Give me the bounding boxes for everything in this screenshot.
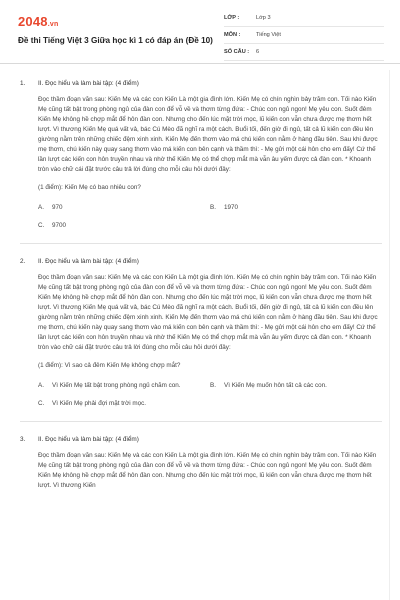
answer-option-a[interactable] [38, 381, 210, 391]
meta-row-subject [224, 27, 384, 44]
question-body [20, 95, 382, 244]
option-letter: C. [38, 400, 45, 407]
question-number: 2. [20, 257, 26, 265]
exam-meta [224, 10, 384, 61]
logo-tld: .vn [47, 21, 59, 28]
answer-option-c[interactable] [38, 221, 210, 231]
site-logo[interactable] [18, 14, 58, 29]
answer-option-b[interactable] [210, 203, 382, 213]
meta-row-grade [224, 10, 384, 27]
document-title: Đề thi Tiếng Việt 3 Giữa học kì 1 có đáp án (Đề 10) [18, 36, 213, 45]
reading-passage: Đọc thầm đoạn văn sau: Kiến Mẹ và các con Kiến Là một gia đình lớn. Kiến Mẹ có chín nghìn bảy trăm con. Tối nào Kiến Mẹ cũng tất bật trong phòng ngủ của đàn con để vỗ về và thơm từng đứa: - Chúc con ngủ ngon! Mẹ yêu con. Suốt đêm Kiến Mẹ không hề chợp mắt để hôn đàn con. Nhưng cho đến lúc mặt trời mọc, lũ kiến con vẫn chưa được mẹ thơm hết lượt. Vì thương Kiến [38, 452, 377, 489]
meta-value: 6 [256, 49, 260, 55]
question-heading: II. Đọc hiểu và làm bài tập: (4 điểm) [38, 435, 139, 443]
question-header [20, 256, 382, 266]
option-text: 970 [52, 204, 63, 211]
question-prompt: (1 điểm): Vì sao cả đêm Kiến Mẹ không chợp mắt? [38, 362, 181, 369]
meta-value: Tiếng Việt [256, 32, 281, 38]
question-number: 3. [20, 435, 26, 443]
answer-option-b[interactable] [210, 381, 382, 391]
reading-passage: Đọc thầm đoạn văn sau: Kiến Mẹ và các con Kiến Là một gia đình lớn. Kiến Mẹ có chín nghìn bảy trăm con. Tối nào Kiến Mẹ cũng tất bật trong phòng ngủ của đàn con để vỗ về và thơm từng đứa: - Chúc con ngủ ngon! Mẹ yêu con. Suốt đêm Kiến Mẹ không hề chợp mắt để hôn đàn con. Nhưng cho đến lúc mặt trời mọc, lũ kiến con vẫn chưa được mẹ thơm hết lượt. Vì thương Kiến Mẹ quá vất vả, bác Cú Mèo đã nghĩ ra một cách. Buổi tối, đến giờ đi ngủ, tất cả lũ kiến con đều lên giường nằm trên những chiếc đệm xinh xinh. Kiến Mẹ đến thơm vào má chú kiến con nằm ở hàng đầu tiên. Sau khi được mẹ thơm, chú kiến này quay sang thơm vào má kiến con bên cạnh và thầm thì: - Mẹ gửi một cái hôn cho em đấy! Cứ thế lần lượt các kiến con hôn truyền nhau và nhờ thế Kiến Mẹ có thể chợp mắt mà vẫn âu yếm được cả đàn con. * Khoanh tròn vào chữ cái đặt trước câu trả lời đúng cho mỗi câu hỏi dưới đây: [38, 96, 378, 173]
meta-label: LỚP : [224, 15, 240, 21]
option-letter: B. [210, 204, 216, 211]
question-header [20, 434, 382, 444]
question-body [20, 273, 382, 422]
meta-value: Lớp 3 [256, 15, 271, 21]
question-item [20, 434, 382, 491]
meta-row-question-count [224, 44, 384, 61]
question-divider [20, 243, 382, 244]
option-letter: A. [38, 204, 44, 211]
option-letter: B. [210, 382, 216, 389]
option-letter: C. [38, 222, 45, 229]
question-heading: II. Đọc hiểu và làm bài tập: (4 điểm) [38, 79, 139, 87]
meta-label: MÔN : [224, 32, 241, 38]
question-prompt: (1 điểm): Kiến Mẹ có bao nhiêu con? [38, 184, 141, 191]
meta-label: SỐ CÂU : [224, 49, 250, 55]
page-edge-divider [389, 70, 390, 600]
question-number: 1. [20, 79, 26, 87]
answer-options [38, 381, 382, 409]
answer-options [38, 203, 382, 231]
question-heading: II. Đọc hiểu và làm bài tập: (4 điểm) [38, 257, 139, 265]
question-item [20, 256, 382, 422]
answer-option-a[interactable] [38, 203, 210, 213]
option-text: 9700 [52, 222, 67, 229]
option-text: Vì Kiến Mẹ phải đợi mặt trời mọc. [52, 400, 146, 407]
option-text: 1970 [224, 204, 239, 211]
question-list [20, 78, 382, 491]
question-body [20, 451, 382, 491]
option-text: Vì Kiến Mẹ muốn hôn tất cả các con. [224, 382, 327, 389]
option-text: Vì Kiến Mẹ tất bật trong phòng ngủ chăm con. [52, 382, 181, 389]
option-letter: A. [38, 382, 44, 389]
question-header [20, 78, 382, 88]
question-item [20, 78, 382, 244]
page-header [0, 0, 400, 64]
reading-passage: Đọc thầm đoạn văn sau: Kiến Mẹ và các con Kiến Là một gia đình lớn. Kiến Mẹ có chín nghìn bảy trăm con. Tối nào Kiến Mẹ cũng tất bật trong phòng ngủ của đàn con để vỗ về và thơm từng đứa: - Chúc con ngủ ngon! Mẹ yêu con. Suốt đêm Kiến Mẹ không hề chợp mắt để hôn đàn con. Nhưng cho đến lúc mặt trời mọc, lũ kiến con vẫn chưa được mẹ thơm hết lượt. Vì thương Kiến Mẹ quá vất vả, bác Cú Mèo đã nghĩ ra một cách. Buổi tối, đến giờ đi ngủ, tất cả lũ kiến con đều lên giường nằm trên những chiếc đệm xinh xinh. Kiến Mẹ đến thơm vào má chú kiến con nằm ở hàng đầu tiên. Sau khi được mẹ thơm, chú kiến này quay sang thơm vào má kiến con bên cạnh và thầm thì: - Mẹ gửi một cái hôn cho em đấy! Cứ thế lần lượt các kiến con hôn truyền nhau và nhờ thế Kiến Mẹ có thể chợp mắt mà vẫn âu yếm được cả đàn con. * Khoanh tròn vào chữ cái đặt trước câu trả lời đúng cho mỗi câu hỏi dưới đây: [38, 274, 378, 351]
logo-text: 2048 [18, 14, 48, 29]
question-divider [20, 421, 382, 422]
answer-option-c[interactable] [38, 399, 210, 409]
